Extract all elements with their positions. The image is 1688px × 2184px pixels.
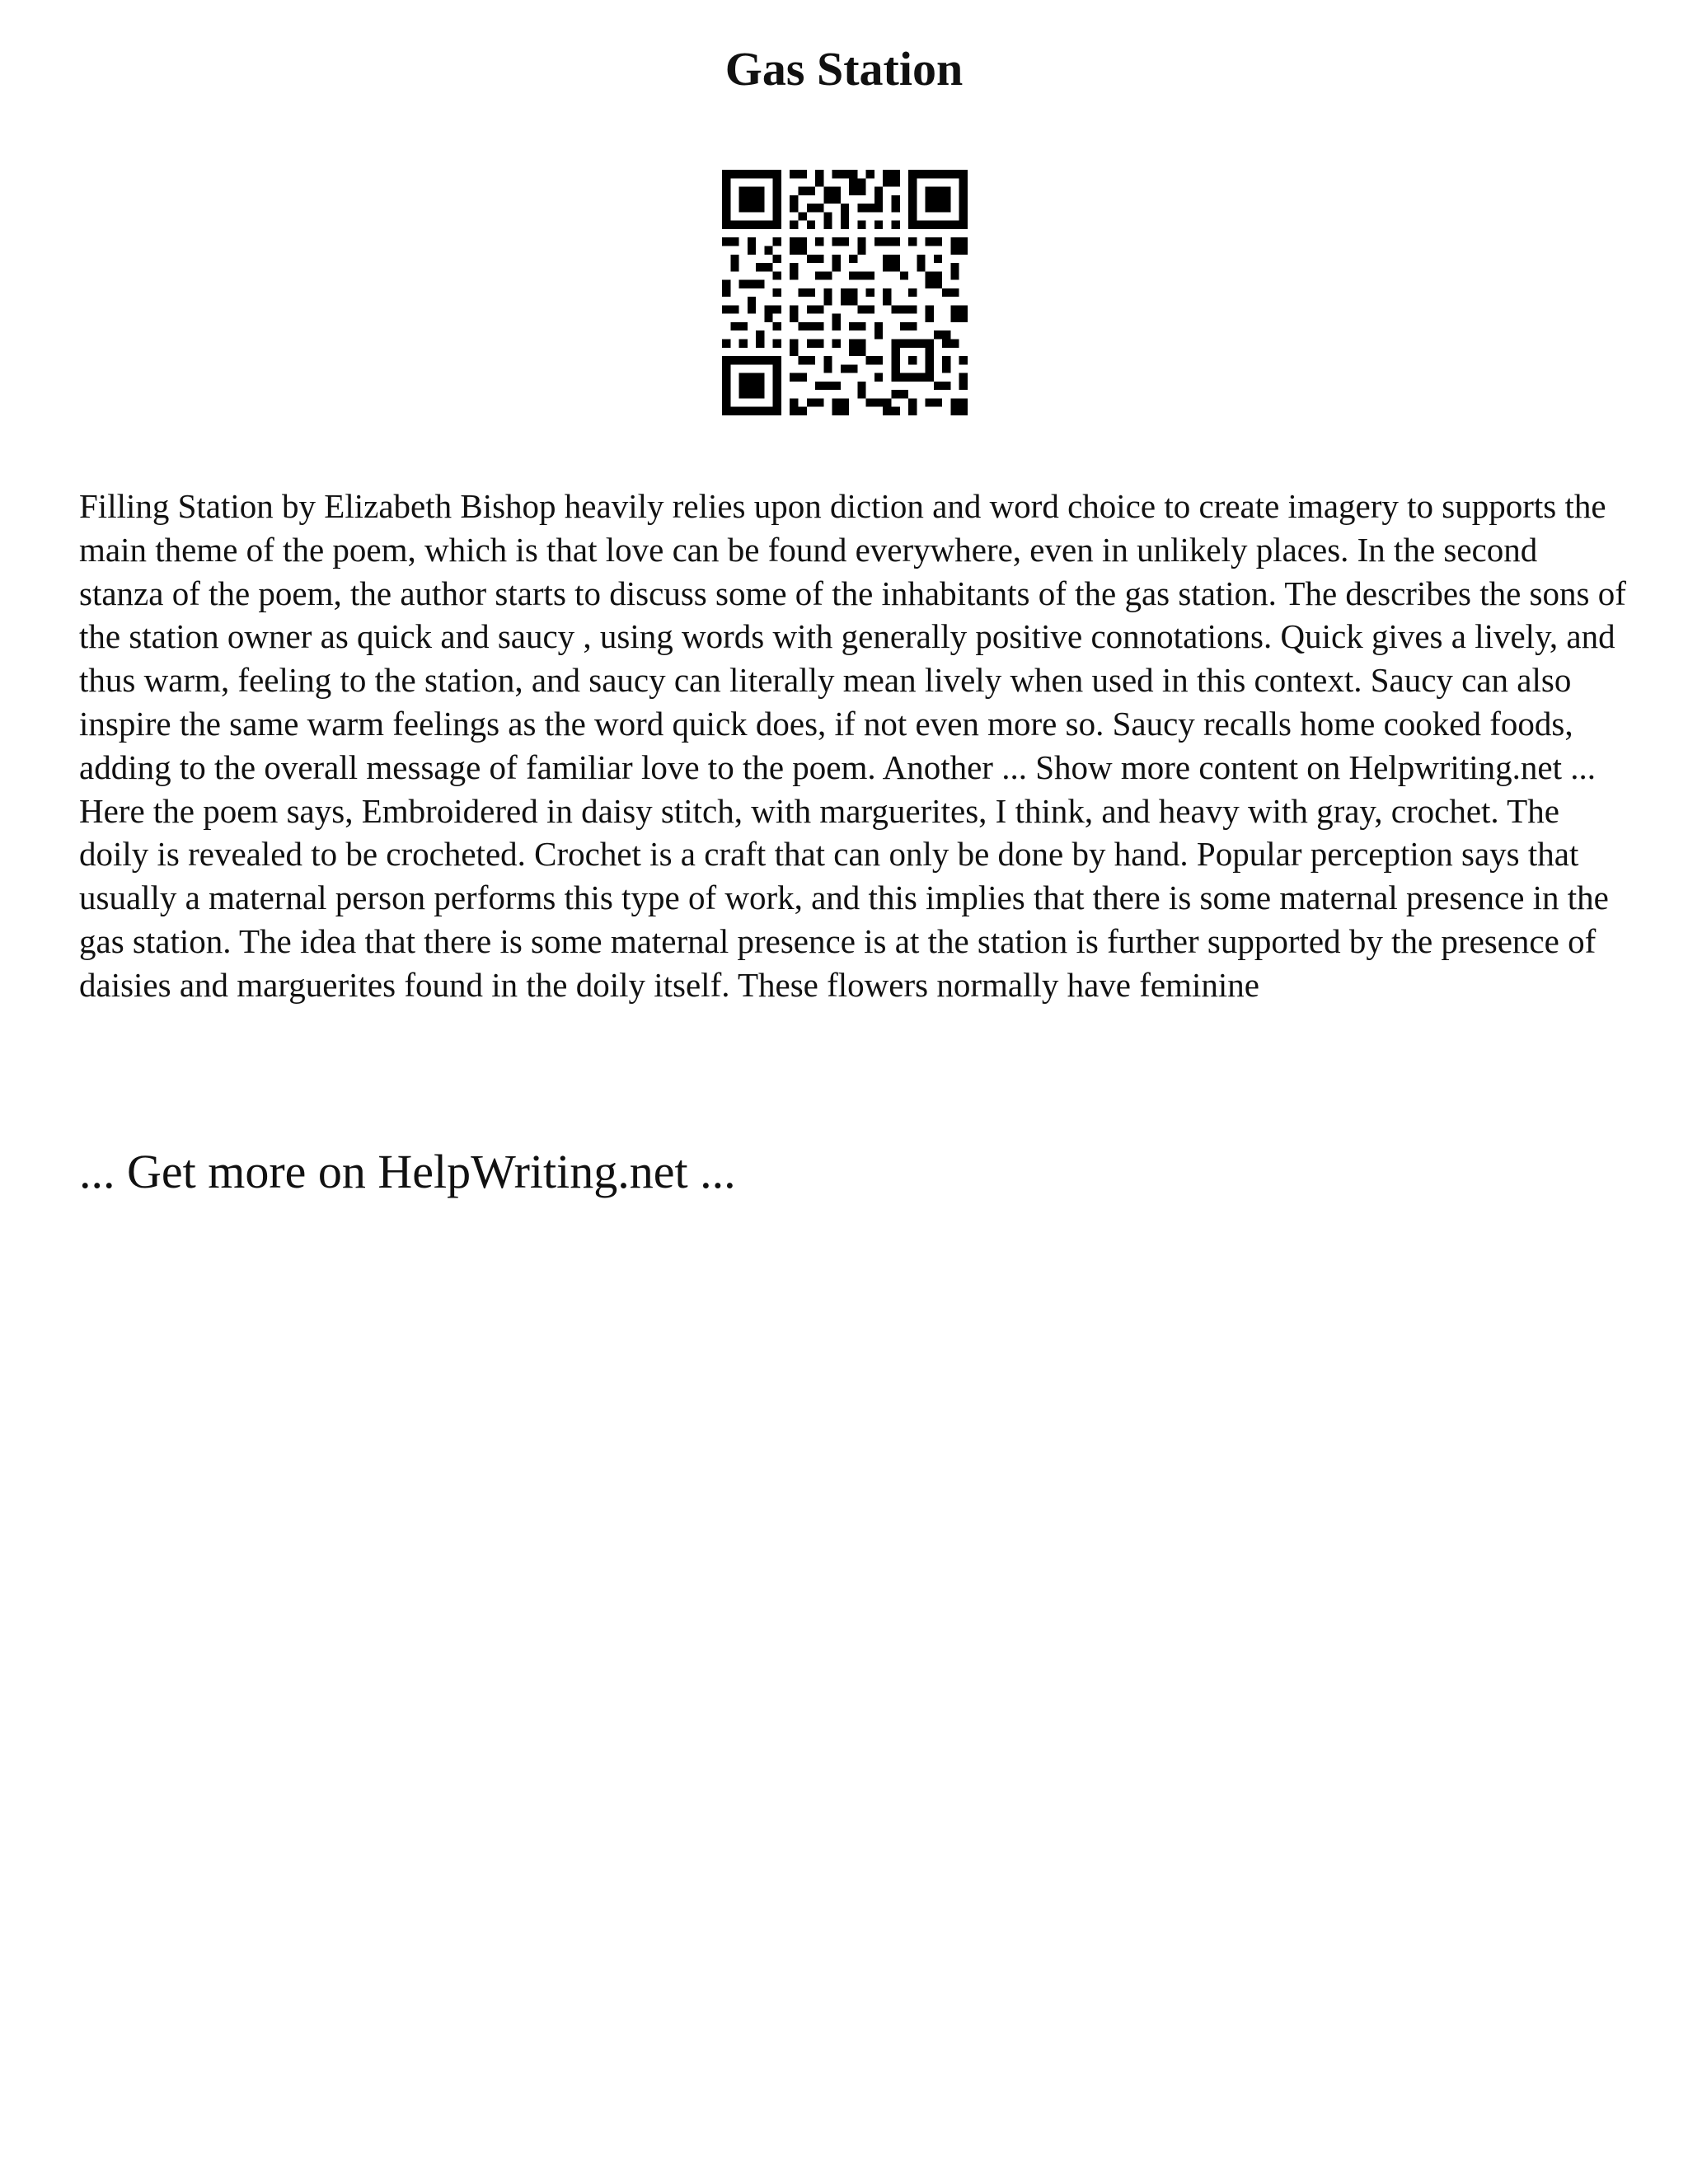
article-paragraph: Here the poem says, Embroidered in daisy stitch, with marguerites, I think, and heavy with gray, crochet. The doily is revealed to be crocheted. Crochet is a craft that can only be done by hand. Popular perception says that usually a maternal person performs this type of work, and this implies that there is some maternal presence in the gas station. The idea that there is some maternal presence is at the station is further supported by the presence of daisies and marguerites found in the doily itself. These flowers normally have feminine — [79, 791, 1609, 1004]
article-paragraph: Filling Station by Elizabeth Bishop heavily relies upon diction and word choice to create imagery to supports the main theme of the poem, which is that love can be found everywhere, even in unlikely places. In the second stanza of the poem, the author starts to discuss some of the inhabitants of the gas station. The describes the sons of the station owner as quick and saucy , using words with generally positive connotations. Quick gives a lively, and thus warm, feeling to the station, and saucy can literally mean lively when used in this context. Saucy can also inspire the same warm feelings as the word quick does, if not even more so. Saucy recalls home cooked foods, adding to the overall message of familiar love to the poem. Another ... Show more content on Helpwriting.net ... — [79, 487, 1626, 786]
page-title: Gas Station — [724, 42, 964, 96]
qr-code-icon — [722, 170, 968, 415]
get-more-link[interactable]: ... Get more on HelpWriting.net ... — [79, 1145, 736, 1198]
article-body — [79, 485, 1629, 1007]
